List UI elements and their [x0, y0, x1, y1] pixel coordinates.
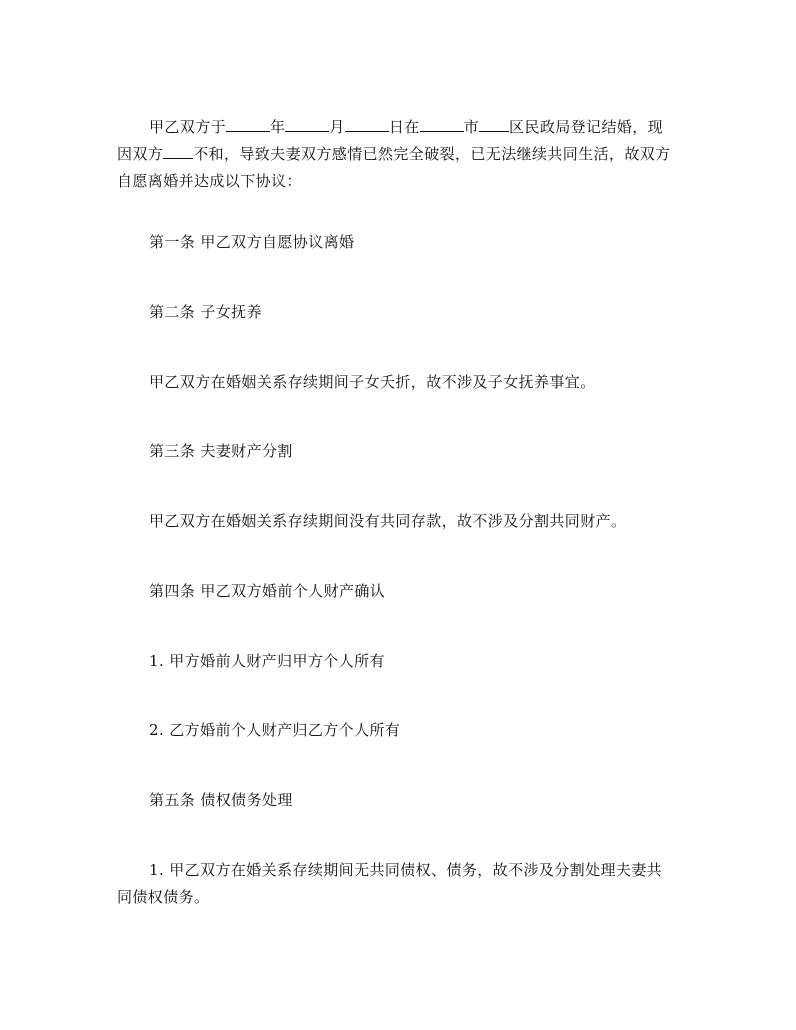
article-5-item-1: 1. 甲乙双方在婚关系存续期间无共同债权、债务，故不涉及分割处理夫妻共同债权债务。 — [117, 861, 663, 906]
article-4-item-2: 2. 乙方婚前个人财产归乙方个人所有 — [149, 721, 401, 739]
intro-text-4: 日在 — [388, 118, 420, 136]
blank-reason — [163, 144, 193, 159]
blank-district — [479, 117, 509, 132]
blank-day — [345, 117, 389, 132]
article-5-heading: 第五条 债权债务处理 — [149, 791, 293, 809]
intro-text-6: 区民政局登记结婚，现因双方 — [117, 118, 664, 163]
blank-year — [226, 117, 270, 132]
intro-text-3: 月 — [329, 118, 345, 136]
article-3-body: 甲乙双方在婚姻关系存续期间没有共同存款，故不涉及分割共同财产。 — [149, 512, 627, 530]
intro-paragraph — [117, 114, 677, 195]
intro-text-7: 不和，导致夫妻双方感情已然完全破裂，已无法继续共同生活，故双方自愿离婚并达成以下协议： — [117, 145, 671, 190]
intro-text-2: 年 — [270, 118, 286, 136]
article-4-heading: 第四条 甲乙双方婚前个人财产确认 — [149, 582, 386, 600]
intro-text-5: 市 — [463, 118, 480, 136]
article-2-body: 甲乙双方在婚姻关系存续期间子女夭折，故不涉及子女抚养事宜。 — [149, 373, 596, 391]
article-4-item-1: 1. 甲方婚前人财产归甲方个人所有 — [149, 652, 385, 670]
article-2-heading: 第二条 子女抚养 — [149, 303, 262, 321]
article-1-heading: 第一条 甲乙双方自愿协议离婚 — [149, 233, 355, 251]
intro-text-1: 甲乙双方于 — [149, 118, 227, 136]
blank-city — [420, 117, 464, 132]
article-3-heading: 第三条 夫妻财产分割 — [149, 442, 293, 460]
blank-month — [285, 117, 329, 132]
